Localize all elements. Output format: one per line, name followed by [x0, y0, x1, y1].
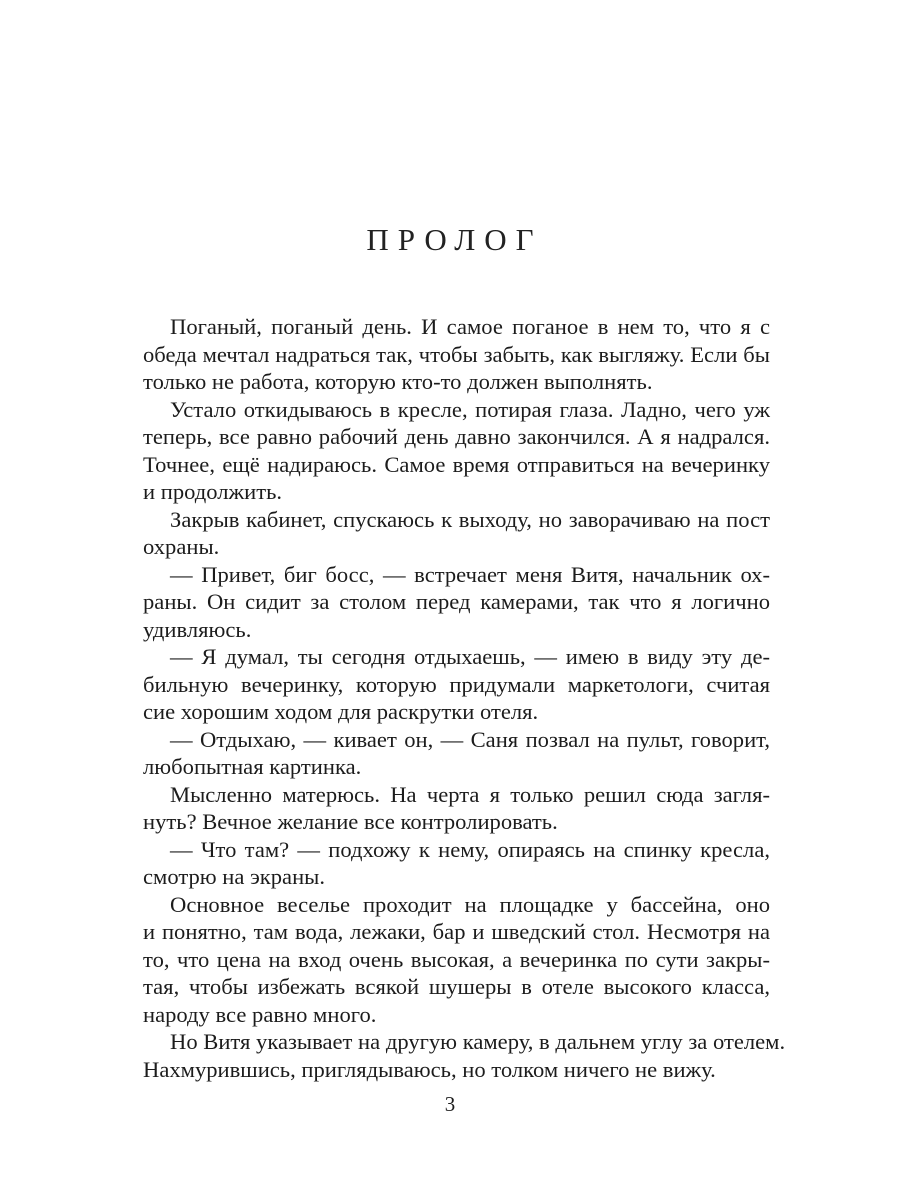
text-line: — Отдыхаю, — кивает он, — Саня позвал на пульт, говорит,: [170, 726, 770, 752]
text-line: сие хорошим ходом для раскрутки отеля.: [143, 699, 539, 724]
chapter-title: ПРОЛОГ: [366, 222, 543, 257]
text-line: нуть? Вечное желание все контролировать.: [143, 809, 558, 834]
text-line: то, что цена на вход очень высокая, а вечеринка по сути закры-: [143, 946, 770, 972]
text-line: и понятно, там вода, лежаки, бар и шведский стол. Несмотря на: [143, 919, 770, 944]
text-line: Точнее, ещё надираюсь. Самое время отправиться на вечеринку: [143, 451, 770, 477]
text-line: Мысленно матерюсь. На черта я только решил сюда загля-: [170, 781, 770, 807]
text-line: Основное веселье проходит на площадке у бассейна, оно: [170, 891, 770, 917]
text-line: теперь, все равно рабочий день давно закончился. А я надрался.: [143, 424, 770, 449]
page-number: 3: [444, 1092, 456, 1116]
text-line: — Что там? — подхожу к нему, опираясь на спинку кресла,: [170, 836, 770, 862]
text-line: и продолжить.: [143, 479, 283, 504]
text-line: Закрыв кабинет, спускаюсь к выходу, но заворачиваю на пост: [170, 506, 770, 532]
text-line: охраны.: [143, 534, 220, 559]
text-line: любопытная картинка.: [143, 754, 362, 779]
text-line: обеда мечтал надраться так, чтобы забыть, как выгляжу. Если бы: [143, 341, 770, 367]
text-line: удивляюсь.: [143, 616, 252, 642]
text-line: раны. Он сидит за столом перед камерами, так что я логично: [143, 589, 770, 614]
text-line: Но Витя указывает на другую камеру, в дальнем углу за отелем.: [170, 1029, 786, 1054]
prologue-text: [143, 313, 786, 1083]
text-line: бильную вечеринку, которую придумали маркетологи, считая: [143, 671, 770, 697]
text-line: Поганый, поганый день. И самое поганое в нем то, что я с: [170, 314, 770, 339]
text-line: Нахмурившись, приглядываюсь, но толком ничего не вижу.: [143, 1056, 716, 1082]
text-line: смотрю на экраны.: [143, 864, 325, 889]
text-line: только не работа, которую кто-то должен выполнять.: [143, 369, 653, 394]
text-line: — Привет, биг босс, — встречает меня Витя, начальник ох-: [170, 561, 770, 587]
text-line: — Я думал, ты сегодня отдыхаешь, — имею в виду эту де-: [170, 644, 770, 669]
text-line: народу все равно много.: [143, 1001, 377, 1027]
text-line: тая, чтобы избежать всякой шушеры в отеле высокого класса,: [143, 974, 770, 999]
text-line: Устало откидываюсь в кресле, потирая глаза. Ладно, чего уж: [170, 396, 770, 422]
